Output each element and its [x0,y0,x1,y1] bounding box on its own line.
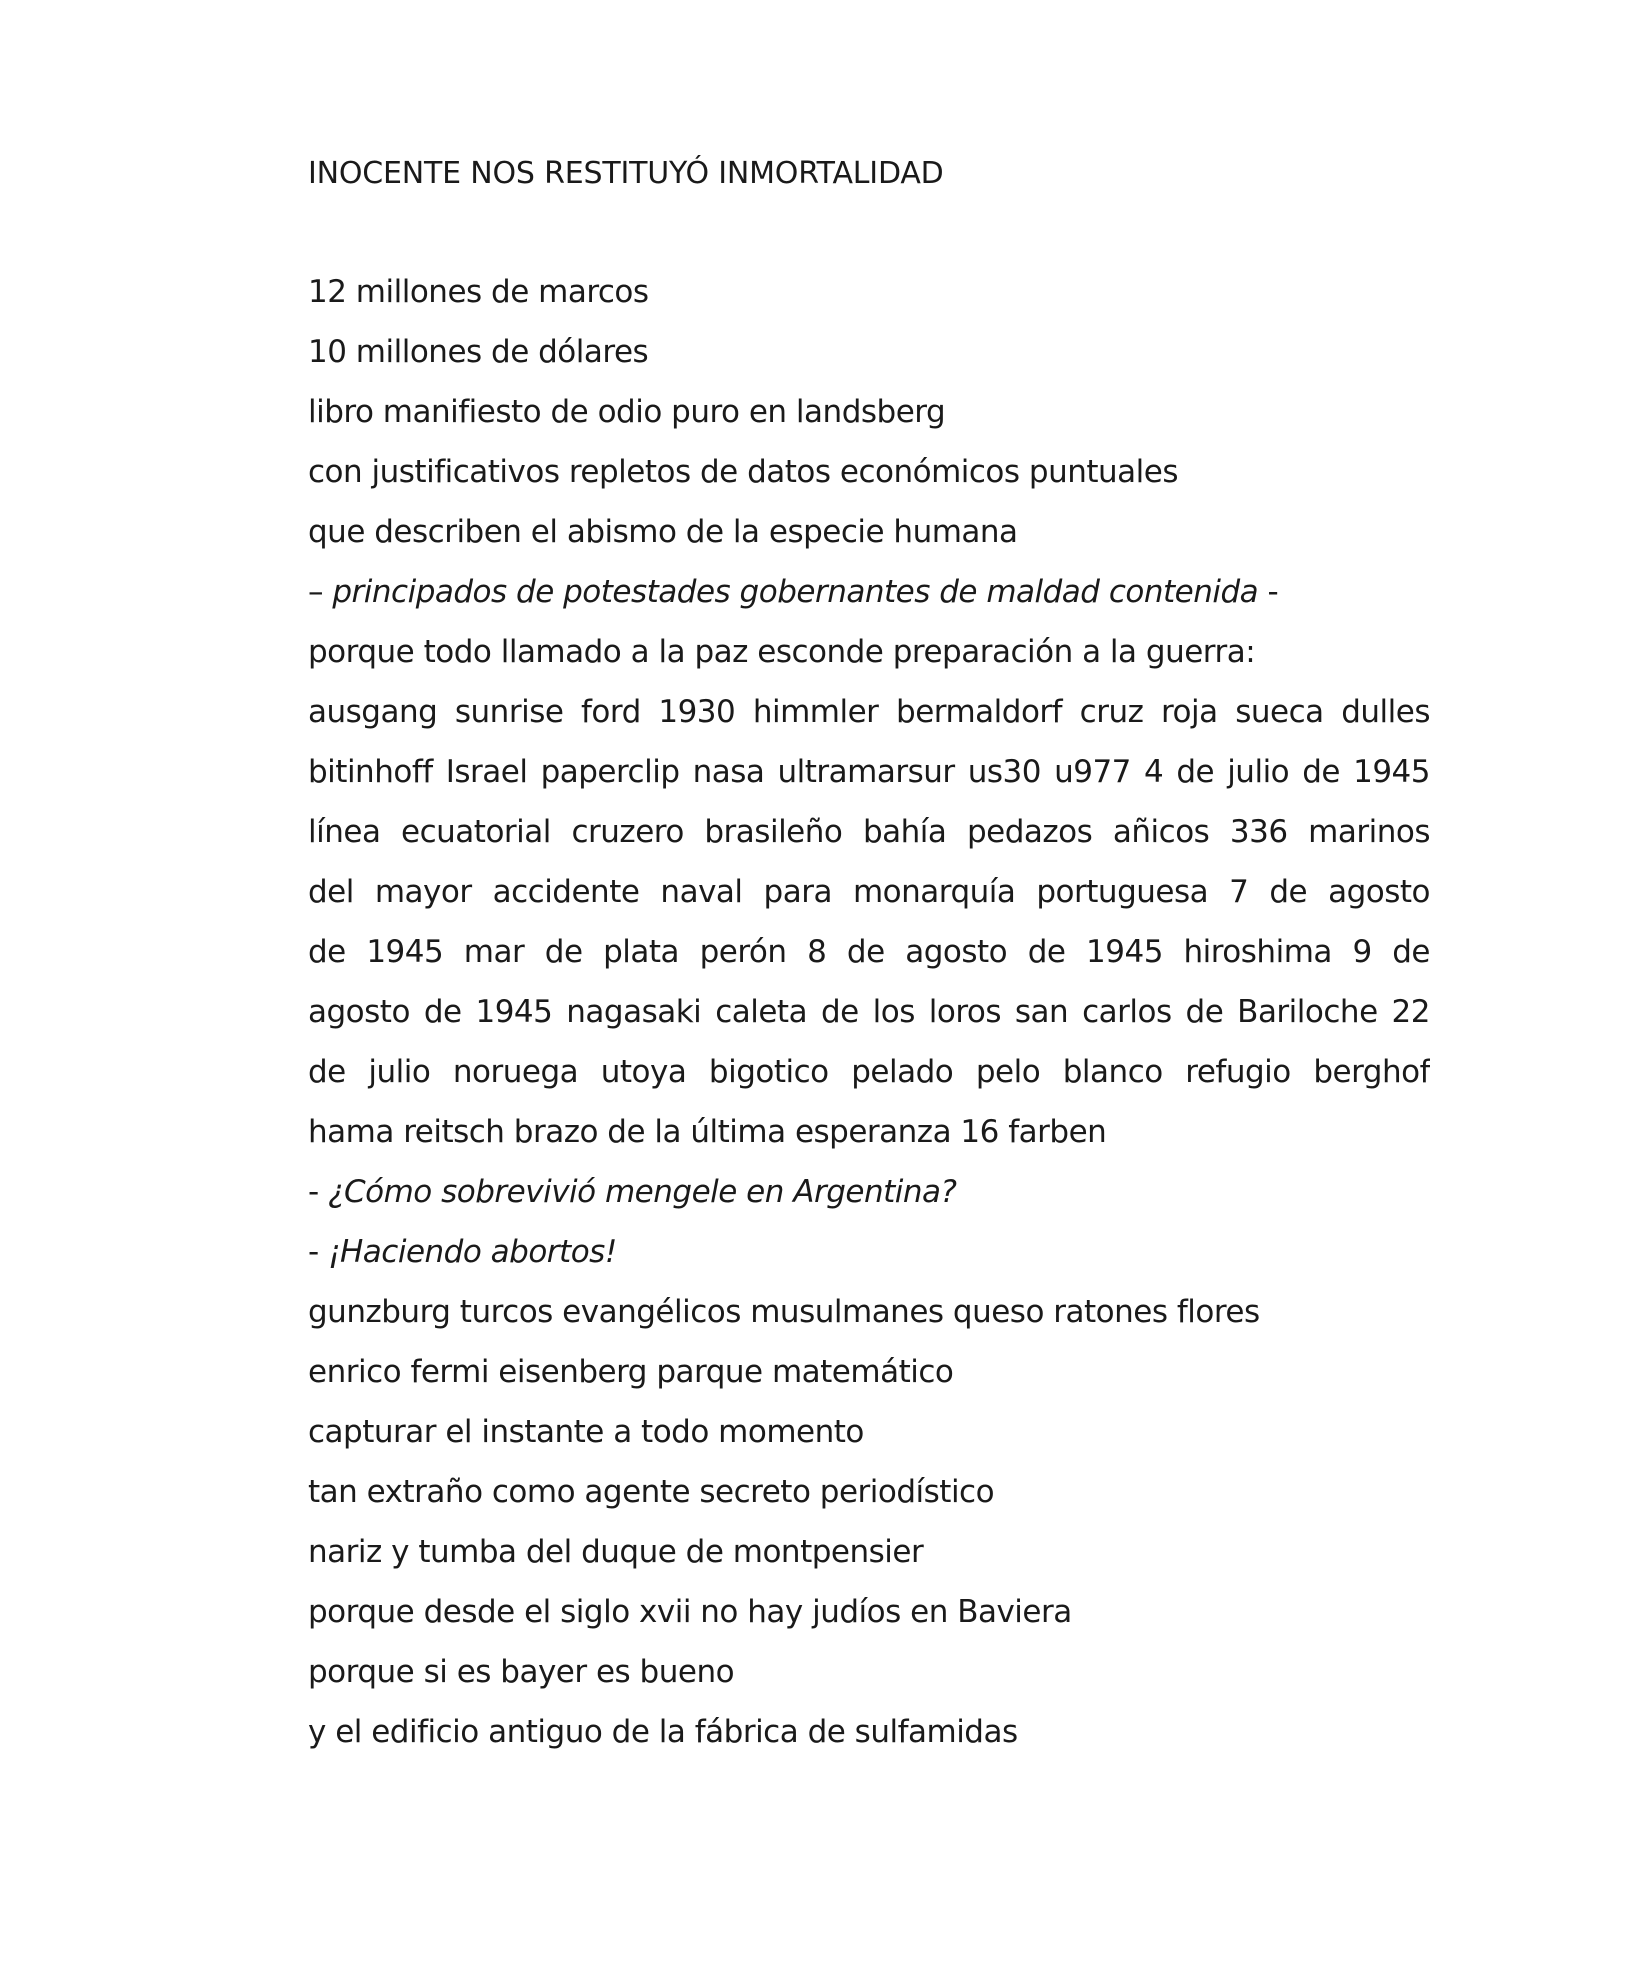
line-text: tan extraño como agente secreto periodístico [308,1474,995,1510]
line-text: línea ecuatorial cruzero brasileño bahía pedazos añicos 336 marinos [308,814,1430,850]
line-text: porque si es bayer es bueno [308,1654,735,1690]
line-italic-text: ¿Cómo sobrevivió mengele en Argentina? [328,1174,957,1210]
line-text: y el edificio antiguo de la fábrica de sulfamidas [308,1714,1018,1750]
line-text: de julio noruega utoya bigotico pelado pelo blanco refugio berghof [308,1054,1430,1090]
poem-line [308,750,1430,810]
poem-line [308,450,1430,510]
poem-line [308,390,1430,450]
line-text: hama reitsch brazo de la última esperanza 16 farben [308,1114,1107,1150]
poem-line [308,1230,1430,1290]
line-text: bitinhoff Israel paperclip nasa ultramarsur us30 u977 4 de julio de 1945 [308,754,1430,790]
poem-line [308,870,1430,930]
line-text: del mayor accidente naval para monarquía portuguesa 7 de agosto [308,874,1430,910]
poem-line [308,1410,1430,1470]
line-text: agosto de 1945 nagasaki caleta de los loros san carlos de Bariloche 22 [308,994,1430,1030]
line-text: 12 millones de marcos [308,274,649,310]
poem-line [308,690,1430,750]
poem-line [308,270,1430,330]
line-text: - [1258,574,1279,610]
line-text: – [308,574,333,610]
poem-line [308,1290,1430,1350]
poem-line [308,630,1430,690]
poem-body [308,270,1430,1770]
line-text: nariz y tumba del duque de montpensier [308,1534,924,1570]
poem-line [308,1170,1430,1230]
line-text: gunzburg turcos evangélicos musulmanes queso ratones flores [308,1294,1260,1330]
line-text: ausgang sunrise ford 1930 himmler bermaldorf cruz roja sueca dulles [308,694,1430,730]
poem-line [308,990,1430,1050]
document-page [308,0,1430,1984]
poem-line [308,1470,1430,1530]
poem-title: INOCENTE NOS RESTITUYÓ INMORTALIDAD [308,156,944,191]
line-text: que describen el abismo de la especie humana [308,514,1018,550]
line-text: enrico fermi eisenberg parque matemático [308,1354,954,1390]
line-text: con justificativos repletos de datos económicos puntuales [308,454,1179,490]
line-text: - [308,1234,329,1270]
poem-line [308,330,1430,390]
poem-line [308,930,1430,990]
line-text: de 1945 mar de plata perón 8 de agosto de 1945 hiroshima 9 de [308,934,1430,970]
line-text: porque todo llamado a la paz esconde preparación a la guerra: [308,634,1256,670]
poem-line [308,1650,1430,1710]
poem-line [308,1110,1430,1170]
line-text: 10 millones de dólares [308,334,649,370]
line-text: porque desde el siglo xvii no hay judíos en Baviera [308,1594,1072,1630]
poem-line [308,1530,1430,1590]
line-italic-text: ¡Haciendo abortos! [328,1234,617,1270]
poem-line [308,1350,1430,1410]
poem-line [308,1710,1430,1770]
line-italic-text: principados de potestades gobernantes de maldad contenida [332,574,1259,610]
poem-line [308,510,1430,570]
poem-line [308,570,1430,630]
poem-line [308,1050,1430,1110]
poem-line [308,1590,1430,1650]
line-text: capturar el instante a todo momento [308,1414,864,1450]
line-text: - [308,1174,329,1210]
line-text: libro manifiesto de odio puro en landsberg [308,394,946,430]
poem-line [308,810,1430,870]
